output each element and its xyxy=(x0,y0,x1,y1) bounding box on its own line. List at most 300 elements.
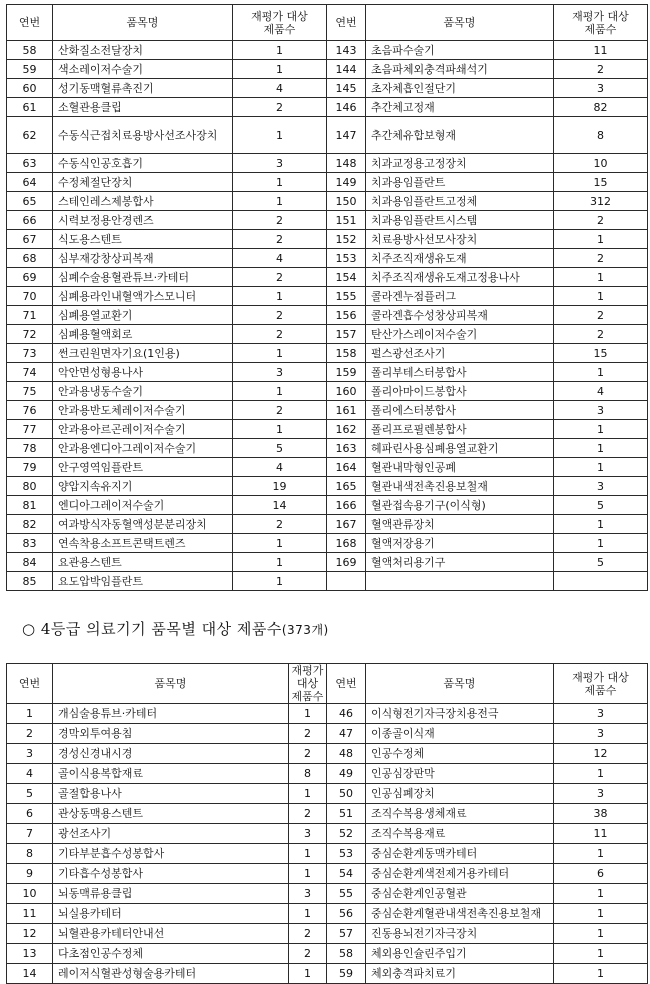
table-row xyxy=(7,249,648,268)
table-row xyxy=(7,363,648,382)
row-number: 71 xyxy=(7,306,53,325)
product-count: 1 xyxy=(554,515,648,534)
table-row xyxy=(7,439,648,458)
row-number: 85 xyxy=(7,572,53,591)
product-count: 3 xyxy=(554,401,648,420)
row-number: 14 xyxy=(7,964,53,984)
product-count: 12 xyxy=(554,744,648,764)
product-count: 3 xyxy=(554,79,648,98)
table-row xyxy=(7,382,648,401)
product-count: 3 xyxy=(554,477,648,496)
col-header-count: 재평가 대상 제품수 xyxy=(233,5,327,41)
product-count: 1 xyxy=(554,964,648,984)
table-row xyxy=(7,41,648,60)
row-number: 6 xyxy=(7,804,53,824)
item-name: 중심순환계색전제거용카테터 xyxy=(366,864,554,884)
row-number: 64 xyxy=(7,173,53,192)
row-number: 158 xyxy=(327,344,366,363)
row-number: 144 xyxy=(327,60,366,79)
row-number: 58 xyxy=(327,944,366,964)
row-number: 157 xyxy=(327,325,366,344)
item-name: 식도용스텐트 xyxy=(53,230,233,249)
item-name: 경막외투여용침 xyxy=(53,724,289,744)
row-number: 8 xyxy=(7,844,53,864)
row-number: 153 xyxy=(327,249,366,268)
product-count: 1 xyxy=(554,363,648,382)
table-row xyxy=(7,764,648,784)
col-header-no: 연번 xyxy=(327,664,366,704)
item-name: 안과용냉동수술기 xyxy=(53,382,233,401)
row-number: 162 xyxy=(327,420,366,439)
table-row xyxy=(7,824,648,844)
item-name: 엔디아그레이저수술기 xyxy=(53,496,233,515)
col-header-no: 연번 xyxy=(327,5,366,41)
table-row xyxy=(7,173,648,192)
product-count xyxy=(554,572,648,591)
grade3-table xyxy=(6,4,648,591)
row-number: 53 xyxy=(327,844,366,864)
item-name: 치과용임플란트고정체 xyxy=(366,192,554,211)
product-count: 2 xyxy=(289,944,327,964)
product-count: 1 xyxy=(233,344,327,363)
product-count: 1 xyxy=(289,784,327,804)
item-name: 시력보정용안경렌즈 xyxy=(53,211,233,230)
item-name: 수동식인공호흡기 xyxy=(53,154,233,173)
item-name: 소혈관용클립 xyxy=(53,98,233,117)
table-row xyxy=(7,192,648,211)
item-name: 스테인레스제봉합사 xyxy=(53,192,233,211)
item-name: 헤파린사용심폐용열교환기 xyxy=(366,439,554,458)
product-count: 1 xyxy=(554,764,648,784)
item-name: 양압지속유지기 xyxy=(53,477,233,496)
row-number: 163 xyxy=(327,439,366,458)
item-name: 심폐용열교환기 xyxy=(53,306,233,325)
col-header-no: 연번 xyxy=(7,5,53,41)
row-number: 156 xyxy=(327,306,366,325)
item-name: 산화질소전달장치 xyxy=(53,41,233,60)
section-title-count: (373개) xyxy=(281,623,329,637)
product-count: 1 xyxy=(289,904,327,924)
table-row xyxy=(7,79,648,98)
row-number: 50 xyxy=(327,784,366,804)
item-name: 관상동맥용스텐트 xyxy=(53,804,289,824)
product-count: 10 xyxy=(554,154,648,173)
table-row xyxy=(7,344,648,363)
item-name: 레이저식혈관성형술용카테터 xyxy=(53,964,289,984)
item-name: 폴리프로필렌봉합사 xyxy=(366,420,554,439)
item-name: 골이식용복합재료 xyxy=(53,764,289,784)
product-count: 82 xyxy=(554,98,648,117)
product-count: 1 xyxy=(554,534,648,553)
product-count: 1 xyxy=(233,117,327,154)
product-count: 1 xyxy=(554,458,648,477)
product-count: 2 xyxy=(233,401,327,420)
row-number: 146 xyxy=(327,98,366,117)
item-name: 폴리에스터봉합사 xyxy=(366,401,554,420)
product-count: 2 xyxy=(289,724,327,744)
row-number: 68 xyxy=(7,249,53,268)
item-name: 광선조사기 xyxy=(53,824,289,844)
table-row xyxy=(7,553,648,572)
item-name: 진동용뇌전기자극장치 xyxy=(366,924,554,944)
table-row xyxy=(7,744,648,764)
product-count: 3 xyxy=(554,704,648,724)
row-number: 4 xyxy=(7,764,53,784)
item-name: 기타흡수성봉합사 xyxy=(53,864,289,884)
product-count: 1 xyxy=(289,844,327,864)
item-name: 중심순환계동맥카테터 xyxy=(366,844,554,864)
product-count: 4 xyxy=(233,79,327,98)
item-name: 콜라겐흡수성창상피복재 xyxy=(366,306,554,325)
product-count: 1 xyxy=(233,41,327,60)
row-number: 49 xyxy=(327,764,366,784)
product-count: 1 xyxy=(289,964,327,984)
row-number: 55 xyxy=(327,884,366,904)
row-number: 9 xyxy=(7,864,53,884)
item-name: 치과용임플란트 xyxy=(366,173,554,192)
item-name: 중심순환계인공혈관 xyxy=(366,884,554,904)
product-count: 2 xyxy=(554,325,648,344)
table-row xyxy=(7,924,648,944)
item-name: 치료용방사선모사장치 xyxy=(366,230,554,249)
row-number: 78 xyxy=(7,439,53,458)
row-number: 51 xyxy=(327,804,366,824)
table-row xyxy=(7,704,648,724)
item-name: 치주조직재생유도재 xyxy=(366,249,554,268)
row-number: 76 xyxy=(7,401,53,420)
product-count: 2 xyxy=(554,306,648,325)
item-name: 체외용인슐린주입기 xyxy=(366,944,554,964)
row-number: 169 xyxy=(327,553,366,572)
row-number: 151 xyxy=(327,211,366,230)
product-count: 2 xyxy=(289,924,327,944)
row-number: 145 xyxy=(327,79,366,98)
item-name: 초음파수술기 xyxy=(366,41,554,60)
row-number: 59 xyxy=(7,60,53,79)
item-name: 콜라겐누점플러그 xyxy=(366,287,554,306)
table-row xyxy=(7,420,648,439)
product-count: 2 xyxy=(233,515,327,534)
item-name: 치과교정용고정장치 xyxy=(366,154,554,173)
item-name: 뇌혈관용카테터안내선 xyxy=(53,924,289,944)
product-count: 1 xyxy=(554,268,648,287)
item-name: 뇌실용카테터 xyxy=(53,904,289,924)
product-count: 2 xyxy=(289,804,327,824)
row-number: 3 xyxy=(7,744,53,764)
item-name: 요도압박임플란트 xyxy=(53,572,233,591)
row-number: 65 xyxy=(7,192,53,211)
item-name: 이식형전기자극장치용전극 xyxy=(366,704,554,724)
table-row xyxy=(7,268,648,287)
table-row xyxy=(7,515,648,534)
table-row xyxy=(7,964,648,984)
row-number: 160 xyxy=(327,382,366,401)
item-name: 성기동맥혈류촉진기 xyxy=(53,79,233,98)
product-count: 2 xyxy=(233,306,327,325)
row-number: 164 xyxy=(327,458,366,477)
product-count: 6 xyxy=(554,864,648,884)
product-count: 19 xyxy=(233,477,327,496)
row-number: 168 xyxy=(327,534,366,553)
row-number: 56 xyxy=(327,904,366,924)
row-number: 62 xyxy=(7,117,53,154)
item-name: 기타부분흡수성봉합사 xyxy=(53,844,289,864)
table-row xyxy=(7,60,648,79)
product-count: 2 xyxy=(554,60,648,79)
table-row xyxy=(7,306,648,325)
col-header-item: 품목명 xyxy=(53,664,289,704)
product-count: 3 xyxy=(289,824,327,844)
item-name: 초자체흡인절단기 xyxy=(366,79,554,98)
section-title xyxy=(22,618,329,639)
item-name: 안구영역임플란트 xyxy=(53,458,233,477)
item-name: 심폐용혈액회로 xyxy=(53,325,233,344)
grade4-table xyxy=(6,663,648,984)
product-count: 1 xyxy=(233,173,327,192)
item-name: 치과용임플란트시스템 xyxy=(366,211,554,230)
item-name: 조직수복용생체재료 xyxy=(366,804,554,824)
col-header-item: 품목명 xyxy=(366,5,554,41)
table-row xyxy=(7,458,648,477)
row-number: 75 xyxy=(7,382,53,401)
section-title-text: 4등급 의료기기 품목별 대상 제품수 xyxy=(40,620,282,638)
product-count: 5 xyxy=(554,553,648,572)
col-header-item: 품목명 xyxy=(53,5,233,41)
row-number: 84 xyxy=(7,553,53,572)
table-row xyxy=(7,211,648,230)
product-count: 1 xyxy=(554,230,648,249)
product-count: 1 xyxy=(554,924,648,944)
product-count: 4 xyxy=(233,249,327,268)
item-name xyxy=(366,572,554,591)
row-number: 10 xyxy=(7,884,53,904)
row-number: 5 xyxy=(7,784,53,804)
row-number: 11 xyxy=(7,904,53,924)
table-header-row xyxy=(7,664,648,704)
table-row xyxy=(7,325,648,344)
table-row xyxy=(7,844,648,864)
product-count: 1 xyxy=(554,884,648,904)
row-number: 80 xyxy=(7,477,53,496)
item-name: 인공심폐장치 xyxy=(366,784,554,804)
row-number: 77 xyxy=(7,420,53,439)
product-count: 14 xyxy=(233,496,327,515)
col-header-count: 재평가 대상 제품수 xyxy=(289,664,327,704)
row-number: 167 xyxy=(327,515,366,534)
row-number: 150 xyxy=(327,192,366,211)
item-name: 수정체절단장치 xyxy=(53,173,233,192)
table-row xyxy=(7,98,648,117)
table-row xyxy=(7,724,648,744)
product-count: 3 xyxy=(554,784,648,804)
row-number: 46 xyxy=(327,704,366,724)
item-name: 펄스광선조사기 xyxy=(366,344,554,363)
product-count: 5 xyxy=(233,439,327,458)
product-count: 1 xyxy=(554,420,648,439)
item-name: 혈액처리용기구 xyxy=(366,553,554,572)
product-count: 3 xyxy=(554,724,648,744)
product-count: 15 xyxy=(554,173,648,192)
item-name: 체외충격파치료기 xyxy=(366,964,554,984)
row-number: 47 xyxy=(327,724,366,744)
row-number: 143 xyxy=(327,41,366,60)
item-name: 심폐수술용혈관튜브·카테터 xyxy=(53,268,233,287)
table-row xyxy=(7,477,648,496)
item-name: 수동식근접치료용방사선조사장치 xyxy=(53,117,233,154)
product-count: 2 xyxy=(233,325,327,344)
item-name: 다초점인공수정체 xyxy=(53,944,289,964)
item-name: 안과용아르곤레이저수술기 xyxy=(53,420,233,439)
item-name: 탄산가스레이저수술기 xyxy=(366,325,554,344)
item-name: 안과용엔디아그레이저수술기 xyxy=(53,439,233,458)
col-header-item: 품목명 xyxy=(366,664,554,704)
product-count: 1 xyxy=(233,287,327,306)
product-count: 1 xyxy=(554,904,648,924)
row-number: 52 xyxy=(327,824,366,844)
row-number: 81 xyxy=(7,496,53,515)
table-row xyxy=(7,287,648,306)
row-number: 12 xyxy=(7,924,53,944)
item-name: 초음파체외충격파쇄석기 xyxy=(366,60,554,79)
item-name: 인공심장판막 xyxy=(366,764,554,784)
item-name: 안과용반도체레이저수술기 xyxy=(53,401,233,420)
product-count: 1 xyxy=(554,844,648,864)
table-row xyxy=(7,884,648,904)
table-row xyxy=(7,572,648,591)
row-number: 57 xyxy=(327,924,366,944)
product-count: 1 xyxy=(289,864,327,884)
item-name: 연속착용소프트콘택트렌즈 xyxy=(53,534,233,553)
product-count: 2 xyxy=(233,268,327,287)
product-count: 2 xyxy=(233,230,327,249)
item-name: 이종골이식재 xyxy=(366,724,554,744)
row-number: 1 xyxy=(7,704,53,724)
product-count: 3 xyxy=(289,884,327,904)
product-count: 1 xyxy=(233,553,327,572)
item-name: 심폐용라인내혈액가스모니터 xyxy=(53,287,233,306)
col-header-count: 재평가 대상 제품수 xyxy=(554,5,648,41)
product-count: 2 xyxy=(233,98,327,117)
product-count: 1 xyxy=(233,420,327,439)
row-number: 147 xyxy=(327,117,366,154)
row-number: 73 xyxy=(7,344,53,363)
row-number: 66 xyxy=(7,211,53,230)
row-number: 67 xyxy=(7,230,53,249)
product-count: 8 xyxy=(554,117,648,154)
item-name: 악안면성형용나사 xyxy=(53,363,233,382)
table-row xyxy=(7,117,648,154)
row-number: 48 xyxy=(327,744,366,764)
table-row xyxy=(7,534,648,553)
row-number: 159 xyxy=(327,363,366,382)
table-row xyxy=(7,401,648,420)
row-number: 82 xyxy=(7,515,53,534)
product-count: 1 xyxy=(289,704,327,724)
product-count: 1 xyxy=(554,439,648,458)
product-count: 1 xyxy=(554,944,648,964)
product-count: 1 xyxy=(233,60,327,79)
product-count: 11 xyxy=(554,41,648,60)
product-count: 2 xyxy=(233,211,327,230)
item-name: 뇌동맥류용클립 xyxy=(53,884,289,904)
row-number xyxy=(327,572,366,591)
product-count: 1 xyxy=(554,287,648,306)
row-number: 72 xyxy=(7,325,53,344)
table-row xyxy=(7,804,648,824)
row-number: 148 xyxy=(327,154,366,173)
table-row xyxy=(7,154,648,173)
item-name: 폴리아마이드봉합사 xyxy=(366,382,554,401)
row-number: 54 xyxy=(327,864,366,884)
product-count: 1 xyxy=(233,572,327,591)
item-name: 인공수정체 xyxy=(366,744,554,764)
product-count: 312 xyxy=(554,192,648,211)
row-number: 79 xyxy=(7,458,53,477)
product-count: 3 xyxy=(233,363,327,382)
product-count: 15 xyxy=(554,344,648,363)
row-number: 161 xyxy=(327,401,366,420)
col-header-no: 연번 xyxy=(7,664,53,704)
row-number: 154 xyxy=(327,268,366,287)
col-header-count: 재평가 대상 제품수 xyxy=(554,664,648,704)
row-number: 155 xyxy=(327,287,366,306)
item-name: 썬크린원면자기요(1인용) xyxy=(53,344,233,363)
row-number: 58 xyxy=(7,41,53,60)
row-number: 166 xyxy=(327,496,366,515)
item-name: 폴리부테스터봉합사 xyxy=(366,363,554,382)
row-number: 149 xyxy=(327,173,366,192)
item-name: 개심술용튜브·카테터 xyxy=(53,704,289,724)
product-count: 5 xyxy=(554,496,648,515)
row-number: 152 xyxy=(327,230,366,249)
product-count: 1 xyxy=(233,382,327,401)
item-name: 조직수복용재료 xyxy=(366,824,554,844)
item-name: 색소레이저수술기 xyxy=(53,60,233,79)
product-count: 3 xyxy=(233,154,327,173)
product-count: 1 xyxy=(233,192,327,211)
row-number: 165 xyxy=(327,477,366,496)
table-row xyxy=(7,904,648,924)
product-count: 38 xyxy=(554,804,648,824)
table-row xyxy=(7,230,648,249)
row-number: 2 xyxy=(7,724,53,744)
item-name: 혈관내색전촉진용보철재 xyxy=(366,477,554,496)
table-row xyxy=(7,944,648,964)
row-number: 13 xyxy=(7,944,53,964)
item-name: 추간체고정재 xyxy=(366,98,554,117)
product-count: 4 xyxy=(554,382,648,401)
item-name: 골절합용나사 xyxy=(53,784,289,804)
product-count: 4 xyxy=(233,458,327,477)
item-name: 요관용스텐트 xyxy=(53,553,233,572)
table-row xyxy=(7,496,648,515)
product-count: 1 xyxy=(233,534,327,553)
item-name: 혈액관류장치 xyxy=(366,515,554,534)
row-number: 61 xyxy=(7,98,53,117)
row-number: 83 xyxy=(7,534,53,553)
item-name: 혈관접속용기구(이식형) xyxy=(366,496,554,515)
item-name: 심부재강창상피복재 xyxy=(53,249,233,268)
product-count: 11 xyxy=(554,824,648,844)
product-count: 2 xyxy=(554,249,648,268)
row-number: 74 xyxy=(7,363,53,382)
row-number: 70 xyxy=(7,287,53,306)
item-name: 치주조직재생유도재고정용나사 xyxy=(366,268,554,287)
item-name: 경성신경내시경 xyxy=(53,744,289,764)
item-name: 혈관내막형인공폐 xyxy=(366,458,554,477)
item-name: 혈액저장용기 xyxy=(366,534,554,553)
item-name: 중심순환계혈관내색전촉진용보철재 xyxy=(366,904,554,924)
